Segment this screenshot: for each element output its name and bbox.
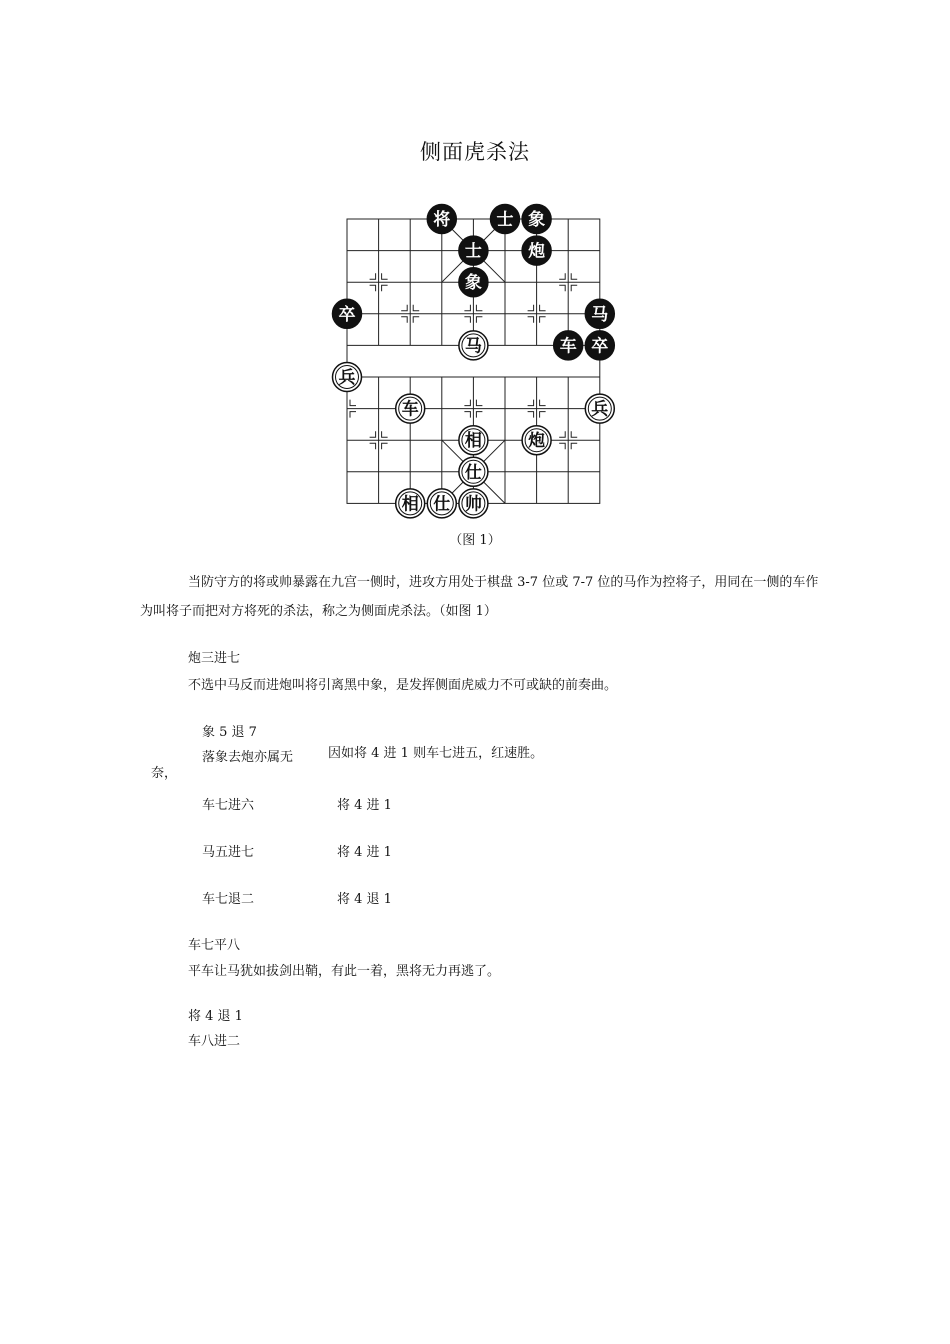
piece-label: 象	[464, 273, 482, 294]
piece-label: 象	[528, 210, 546, 230]
position-mark	[559, 443, 565, 449]
position-mark	[559, 285, 565, 291]
position-mark	[540, 305, 546, 311]
comment-2b: 奈，	[151, 766, 178, 781]
piece-label: 车	[559, 336, 577, 357]
position-mark	[528, 305, 534, 311]
position-mark	[413, 305, 419, 311]
red-piece-8	[427, 489, 456, 518]
comment-2a: 落象去炮亦属无	[202, 750, 294, 765]
piece-label: 炮	[528, 431, 546, 452]
piece-label: 兵	[338, 368, 356, 388]
move-4-red: 马五进七	[202, 845, 255, 860]
position-mark	[476, 400, 482, 406]
piece-label: 仕	[464, 462, 482, 483]
red-piece-7	[396, 489, 425, 518]
position-mark	[559, 273, 565, 279]
position-mark	[464, 317, 470, 323]
position-mark	[401, 317, 407, 323]
black-piece-2	[522, 205, 551, 234]
black-piece-6	[333, 299, 362, 328]
comment-2c: 因如将 4 进 1 则车七进五，红速胜。	[328, 746, 544, 761]
move-5-red: 车七退二	[202, 892, 255, 907]
black-piece-9	[585, 331, 614, 360]
figure-caption: （图 1）	[449, 533, 501, 548]
piece-label: 仕	[433, 494, 451, 515]
piece-label: 相	[401, 494, 419, 515]
position-mark	[401, 305, 407, 311]
black-piece-8	[554, 331, 583, 360]
intro-paragraph: 当防守方的将或帅暴露在九宫一侧时，进攻方用处于棋盘 3-7 位或 7-7 位的马作为控将子，用同在一侧的车作为叫将子而把对方将死的杀法，称之为侧面虎杀法。（如图 1）	[140, 575, 819, 619]
piece-label: 卒	[338, 304, 356, 325]
comment-6: 平车让马犹如拔剑出鞘，有此一着，黑将无力再逃了。	[188, 964, 501, 979]
piece-label: 卒	[591, 336, 609, 357]
piece-label: 车	[401, 399, 419, 420]
red-piece-0	[459, 331, 488, 360]
red-piece-1	[333, 363, 362, 392]
piece-label: 马	[464, 336, 482, 357]
red-piece-3	[585, 394, 614, 423]
move-8: 车八进二	[188, 1034, 241, 1049]
piece-label: 帅	[464, 494, 482, 515]
black-piece-1	[491, 205, 520, 234]
piece-label: 兵	[591, 399, 609, 420]
red-piece-6	[459, 457, 488, 486]
move-2: 象 5 退 7	[202, 725, 257, 740]
black-piece-4	[522, 236, 551, 265]
red-piece-4	[459, 426, 488, 455]
position-mark	[413, 317, 419, 323]
position-mark	[370, 285, 376, 291]
piece-label: 相	[464, 431, 482, 452]
position-mark	[571, 285, 577, 291]
red-piece-2	[396, 394, 425, 423]
page-title: 侧面虎杀法	[420, 140, 530, 164]
move-4-black: 将 4 进 1	[337, 845, 392, 860]
position-mark	[476, 317, 482, 323]
black-piece-3	[459, 236, 488, 265]
position-mark	[571, 273, 577, 279]
position-mark	[464, 305, 470, 311]
red-piece-5	[522, 426, 551, 455]
position-mark	[382, 285, 388, 291]
position-mark	[528, 317, 534, 323]
xiangqi-board-diagram	[330, 202, 620, 522]
position-mark	[350, 400, 356, 406]
move-7: 将 4 退 1	[188, 1009, 243, 1024]
position-mark	[370, 431, 376, 437]
position-mark	[528, 412, 534, 418]
position-mark	[571, 443, 577, 449]
piece-label: 士	[496, 210, 514, 230]
pieces-layer	[333, 205, 615, 518]
move-1: 炮三进七	[188, 651, 241, 666]
piece-label: 马	[591, 304, 609, 325]
position-mark	[382, 273, 388, 279]
black-piece-0	[427, 205, 456, 234]
position-mark	[382, 443, 388, 449]
position-mark	[370, 443, 376, 449]
position-mark	[476, 412, 482, 418]
position-mark	[540, 317, 546, 323]
move-6: 车七平八	[188, 938, 241, 953]
comment-1: 不选中马反而进炮叫将引离黑中象，是发挥侧面虎威力不可或缺的前奏曲。	[188, 678, 618, 693]
position-mark	[528, 400, 534, 406]
position-mark	[382, 431, 388, 437]
piece-label: 炮	[528, 241, 546, 262]
position-mark	[571, 431, 577, 437]
position-mark	[464, 412, 470, 418]
black-piece-7	[585, 299, 614, 328]
position-mark	[540, 412, 546, 418]
red-piece-9	[459, 489, 488, 518]
piece-label: 士	[464, 241, 482, 262]
move-5-black: 将 4 退 1	[337, 892, 392, 907]
position-mark	[464, 400, 470, 406]
position-mark	[559, 431, 565, 437]
position-mark	[350, 412, 356, 418]
position-mark	[476, 305, 482, 311]
piece-label: 将	[433, 210, 451, 230]
move-3-red: 车七进六	[202, 798, 255, 813]
position-mark	[370, 273, 376, 279]
black-piece-5	[459, 268, 488, 297]
position-mark	[540, 400, 546, 406]
move-3-black: 将 4 进 1	[337, 798, 392, 813]
